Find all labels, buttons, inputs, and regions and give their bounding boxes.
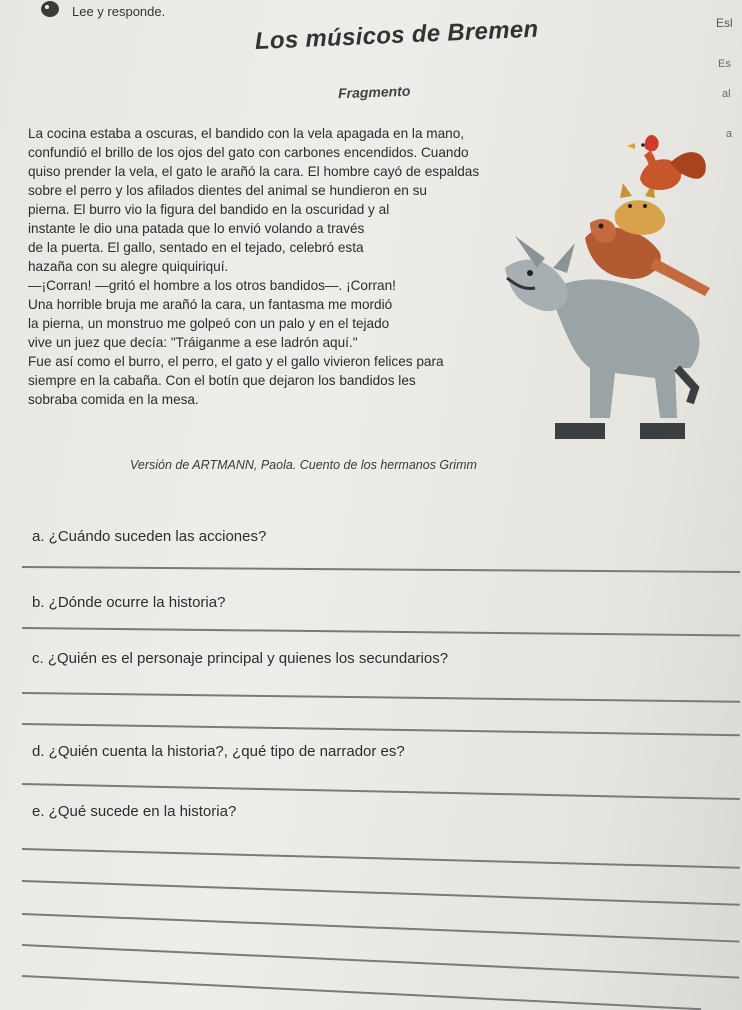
story-line: hazaña con su alegre quiquiriquí.	[28, 259, 229, 274]
question-d: d. ¿Quién cuenta la historia?, ¿qué tipo de narrador es?	[32, 743, 405, 760]
animals-stack-illustration	[495, 118, 720, 448]
story-line: Fue así como el burro, el perro, el gato y el gallo vivieron felices para	[28, 354, 444, 369]
question-b: b. ¿Dónde ocurre la historia?	[32, 594, 226, 611]
story-line: quiso prender la vela, el gato le arañó la cara. El hombre cayó de espaldas	[28, 164, 480, 179]
story-line: La cocina estaba a oscuras, el bandido con la vela apagada en la mano,	[28, 126, 465, 141]
instruction-icon	[34, 0, 66, 18]
story-credit: Versión de ARTMANN, Paola. Cuento de los hermanos Grimm	[130, 458, 477, 472]
story-line: confundió el brillo de los ojos del gato con carbones encendidos. Cuando	[28, 145, 469, 160]
right-edge-tab: Esl	[716, 16, 733, 30]
cat-illustration	[615, 182, 665, 235]
answer-line[interactable]	[22, 975, 701, 1010]
story-line: instante le dio una patada que lo envió volando a través	[28, 221, 365, 236]
answer-line[interactable]	[22, 723, 740, 736]
story-line: de la puerta. El gallo, sentado en el tejado, celebró esta	[28, 240, 364, 255]
question-a: a. ¿Cuándo suceden las acciones?	[32, 528, 267, 545]
answer-line[interactable]	[22, 880, 740, 905]
page-subtitle: Fragmento	[337, 82, 411, 102]
answer-line[interactable]	[22, 848, 740, 868]
question-e: e. ¿Qué sucede en la historia?	[32, 803, 237, 820]
right-edge-fragment: Es	[718, 58, 731, 70]
answer-line[interactable]	[22, 692, 740, 702]
right-edge-fragment: al	[722, 88, 731, 100]
answer-line[interactable]	[22, 783, 740, 800]
answer-line[interactable]	[22, 944, 739, 978]
story-line: sobraba comida en la mesa.	[28, 392, 199, 407]
answer-line[interactable]	[22, 627, 740, 636]
story-line: —¡Corran! —gritó el hombre a los otros bandidos—. ¡Corran!	[28, 278, 396, 293]
page-title: Los músicos de Bremen	[254, 15, 540, 55]
question-c: c. ¿Quién es el personaje principal y quienes los secundarios?	[32, 650, 449, 667]
right-edge-fragment: a	[726, 128, 733, 140]
rooster-illustration	[627, 135, 706, 190]
instruction-text: Lee y responde.	[72, 4, 166, 19]
story-line: pierna. El burro vio la figura del bandido en la oscuridad y al	[28, 202, 390, 217]
story-line: vive un juez que decía: "Tráiganme a ese ladrón aquí."	[28, 335, 358, 350]
answer-line[interactable]	[22, 913, 740, 942]
answer-line[interactable]	[22, 566, 740, 573]
story-line: sobre el perro y los afilados dientes del animal se hundieron en su	[28, 183, 427, 198]
story-line: la pierna, un monstruo me golpeó con un palo y en el tejado	[28, 316, 390, 331]
story-line: Una horrible bruja me arañó la cara, un fantasma me mordió	[28, 297, 393, 312]
story-line: siempre en la cabaña. Con el botín que dejaron los bandidos les	[28, 373, 416, 388]
